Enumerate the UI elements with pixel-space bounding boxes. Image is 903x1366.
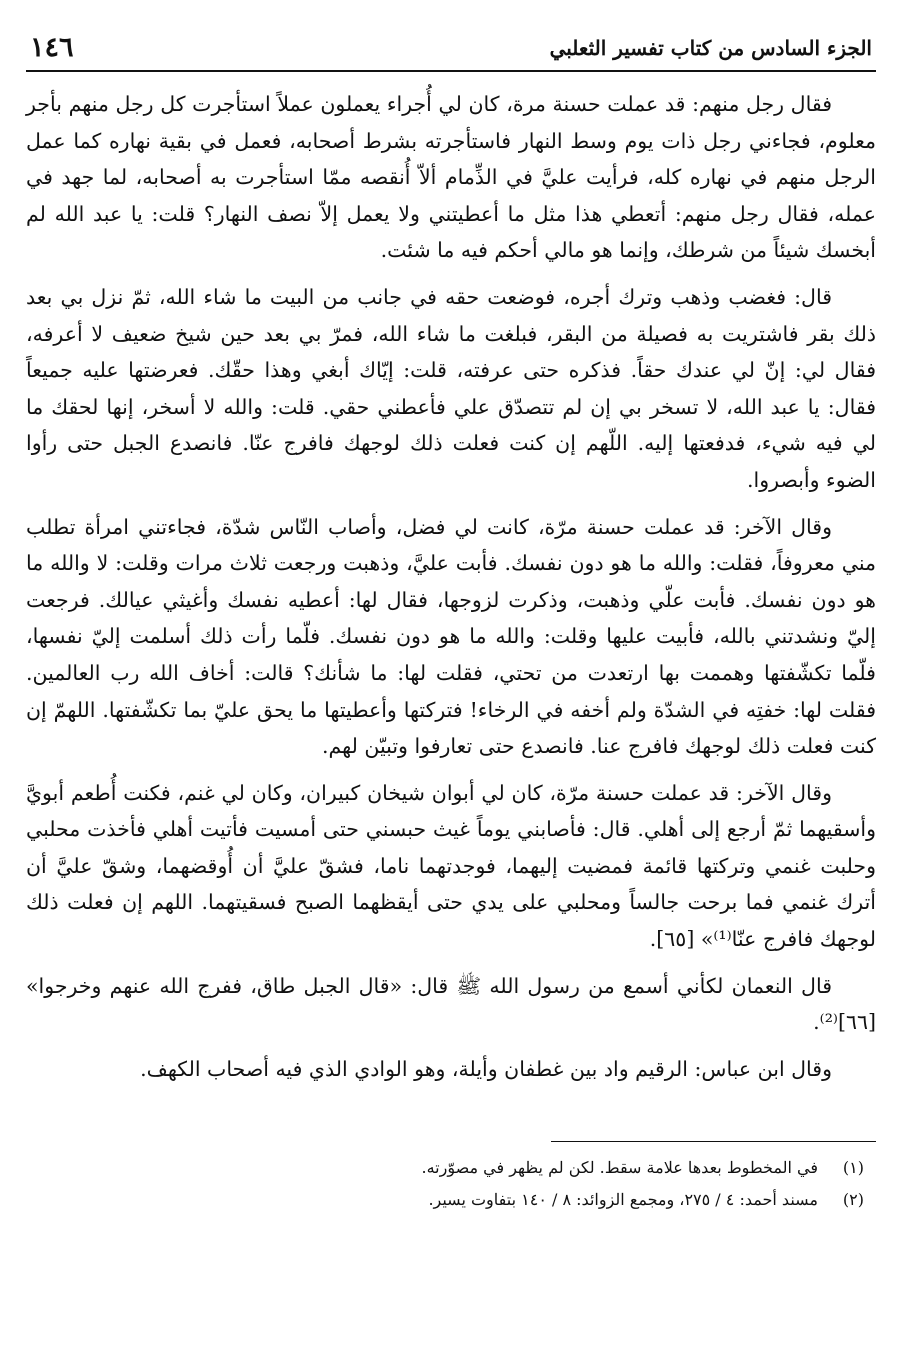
footnote-text: في المخطوط بعدها علامة سقط. لكن لم يظهر في مصوّرته. (421, 1158, 818, 1178)
running-title: الجزء السادس من كتاب تفسير الثعلبي (549, 36, 872, 60)
paragraph: قال النعمان لكأني أسمع من رسول الله ﷺ قال: «قال الجبل طاق، ففرج الله عنهم وخرجوا» [٦٦]⁽²⁾. (26, 973, 876, 1035)
footnote-text: مسند أحمد: ٤ / ٢٧٥، ومجمع الزوائد: ٨ / ١٤٠ بتفاوت يسير. (428, 1190, 818, 1210)
footnote-mark: (٢) (842, 1190, 864, 1210)
main-text (26, 86, 876, 1087)
book-page (26, 28, 876, 1216)
paragraph: قال: فغضب وذهب وترك أجره، فوضعت حقه في جانب من البيت ما شاء الله، ثمّ نزل بي بعد ذلك بقر فاشتريت به فصيلة من البقر، فبلغت ما شاء الله، فمرّ بي بعد حين شيخ ضعيف لا أعرفه، فقال لي: إنّ لي عندك حقاً. فذكره حتى عرفته، قلت: إيّاك أبغي وهذا حقّك. فعرضتها عليه جميعاً فقال: يا عبد الله، لا تسخر بي إن لم تتصدّق علي فأعطني حقي. قلت: والله لا أسخر، إنها لحقك ما لي فيه شيء، فدفعتها إليه. اللّهم إن كنت فعلت ذلك لوجهك فافرج عنّا. فانصدع الجبل حتى رأوا الضوء وأبصروا. (26, 284, 876, 492)
header-rule (26, 70, 876, 72)
footnotes (26, 1152, 876, 1216)
footnote (26, 1184, 876, 1216)
page-number: ١٤٦ (30, 32, 74, 63)
footnote-rule (551, 1141, 876, 1142)
running-head (26, 28, 876, 68)
paragraph: فقال رجل منهم: قد عملت حسنة مرة، كان لي أُجراء يعملون عملاً استأجرت كل رجل منهم بأجر معلوم، فجاءني رجل ذات يوم وسط النهار فاستأجرته بشرط أصحابه، فعمل في بقية نهاره كما عمل الرجل منهم في نهاره كله، فرأيت عليَّ في الذِّمام ألاّ أُنقصه ممّا استأجرت به أصحابه، لما جهد في عمله، فقال رجل منهم: أتعطي هذا مثل ما أعطيتني ولا يعمل إلاّ نصف النهار؟ قلت: يا عبد الله لم أبخسك شيئاً من شرطك، وإنما هو مالي أحكم فيه ما شئت. (26, 92, 876, 263)
paragraph: وقال الآخر: قد عملت حسنة مرّة، كان لي أبوان شيخان كبيران، وكان لي غنم، فكنت أُطعم أبويَّ وأسقيهما ثمّ أرجع إلى أهلي. قال: فأصابني يوماً غيث حبسني حتى أمسيت فأتيت أهلي فأخذت محلبي وحلبت غنمي وتركتها قائمة فمضيت إليهما، فوجدتهما ناما، فشقّ عليَّ أن أُوقضهما، وشقّ عليَّ أن أترك غنمي فما برحت جالساً ومحلبي على يدي حتى أيقظهما الصبح فسقيتهما. اللهم إن فعلت ذلك لوجهك فافرج عنّا⁽¹⁾» [٦٥]. (26, 780, 876, 952)
footnote-mark: (١) (842, 1158, 864, 1178)
paragraph: وقال ابن عباس: الرقيم واد بين غطفان وأيلة، وهو الوادي الذي فيه أصحاب الكهف. (140, 1056, 832, 1081)
footnote (26, 1152, 876, 1184)
paragraph: وقال الآخر: قد عملت حسنة مرّة، كانت لي فضل، وأصاب النّاس شدّة، فجاءتني امرأة تطلب مني معروفاً، فقلت: والله ما هو دون نفسك. فأبت عليَّ، وذهبت ورجعت ثلاث مرات وقلت: لا والله ما هو دون نفسك. فأبت علّي وذهبت، وذكرت لزوجها، فقال لها: أعطيه نفسك وأغيثي عيالك. فرجعت إليّ ونشدتني بالله، فأبيت عليها وقلت: والله ما هو دون نفسك. فلّما رأت ذلك أسلمت إليّ نفسها، فلّما تكشّفتها وهممت بها ارتعدت من تحتي، فقلت لها: ما شأنك؟ قالت: أخاف الله رب العالمين. فقلت لها: خفتِه في الشدّة ولم أخفه في الرخاء! فتركتها وأعطيتها ما يحق عليّ بما تكشّفتها. اللهمّ إن كنت فعلت ذلك لوجهك فافرج عنا. فانصدع حتى تعارفوا وتبيّن لهم. (26, 514, 876, 759)
